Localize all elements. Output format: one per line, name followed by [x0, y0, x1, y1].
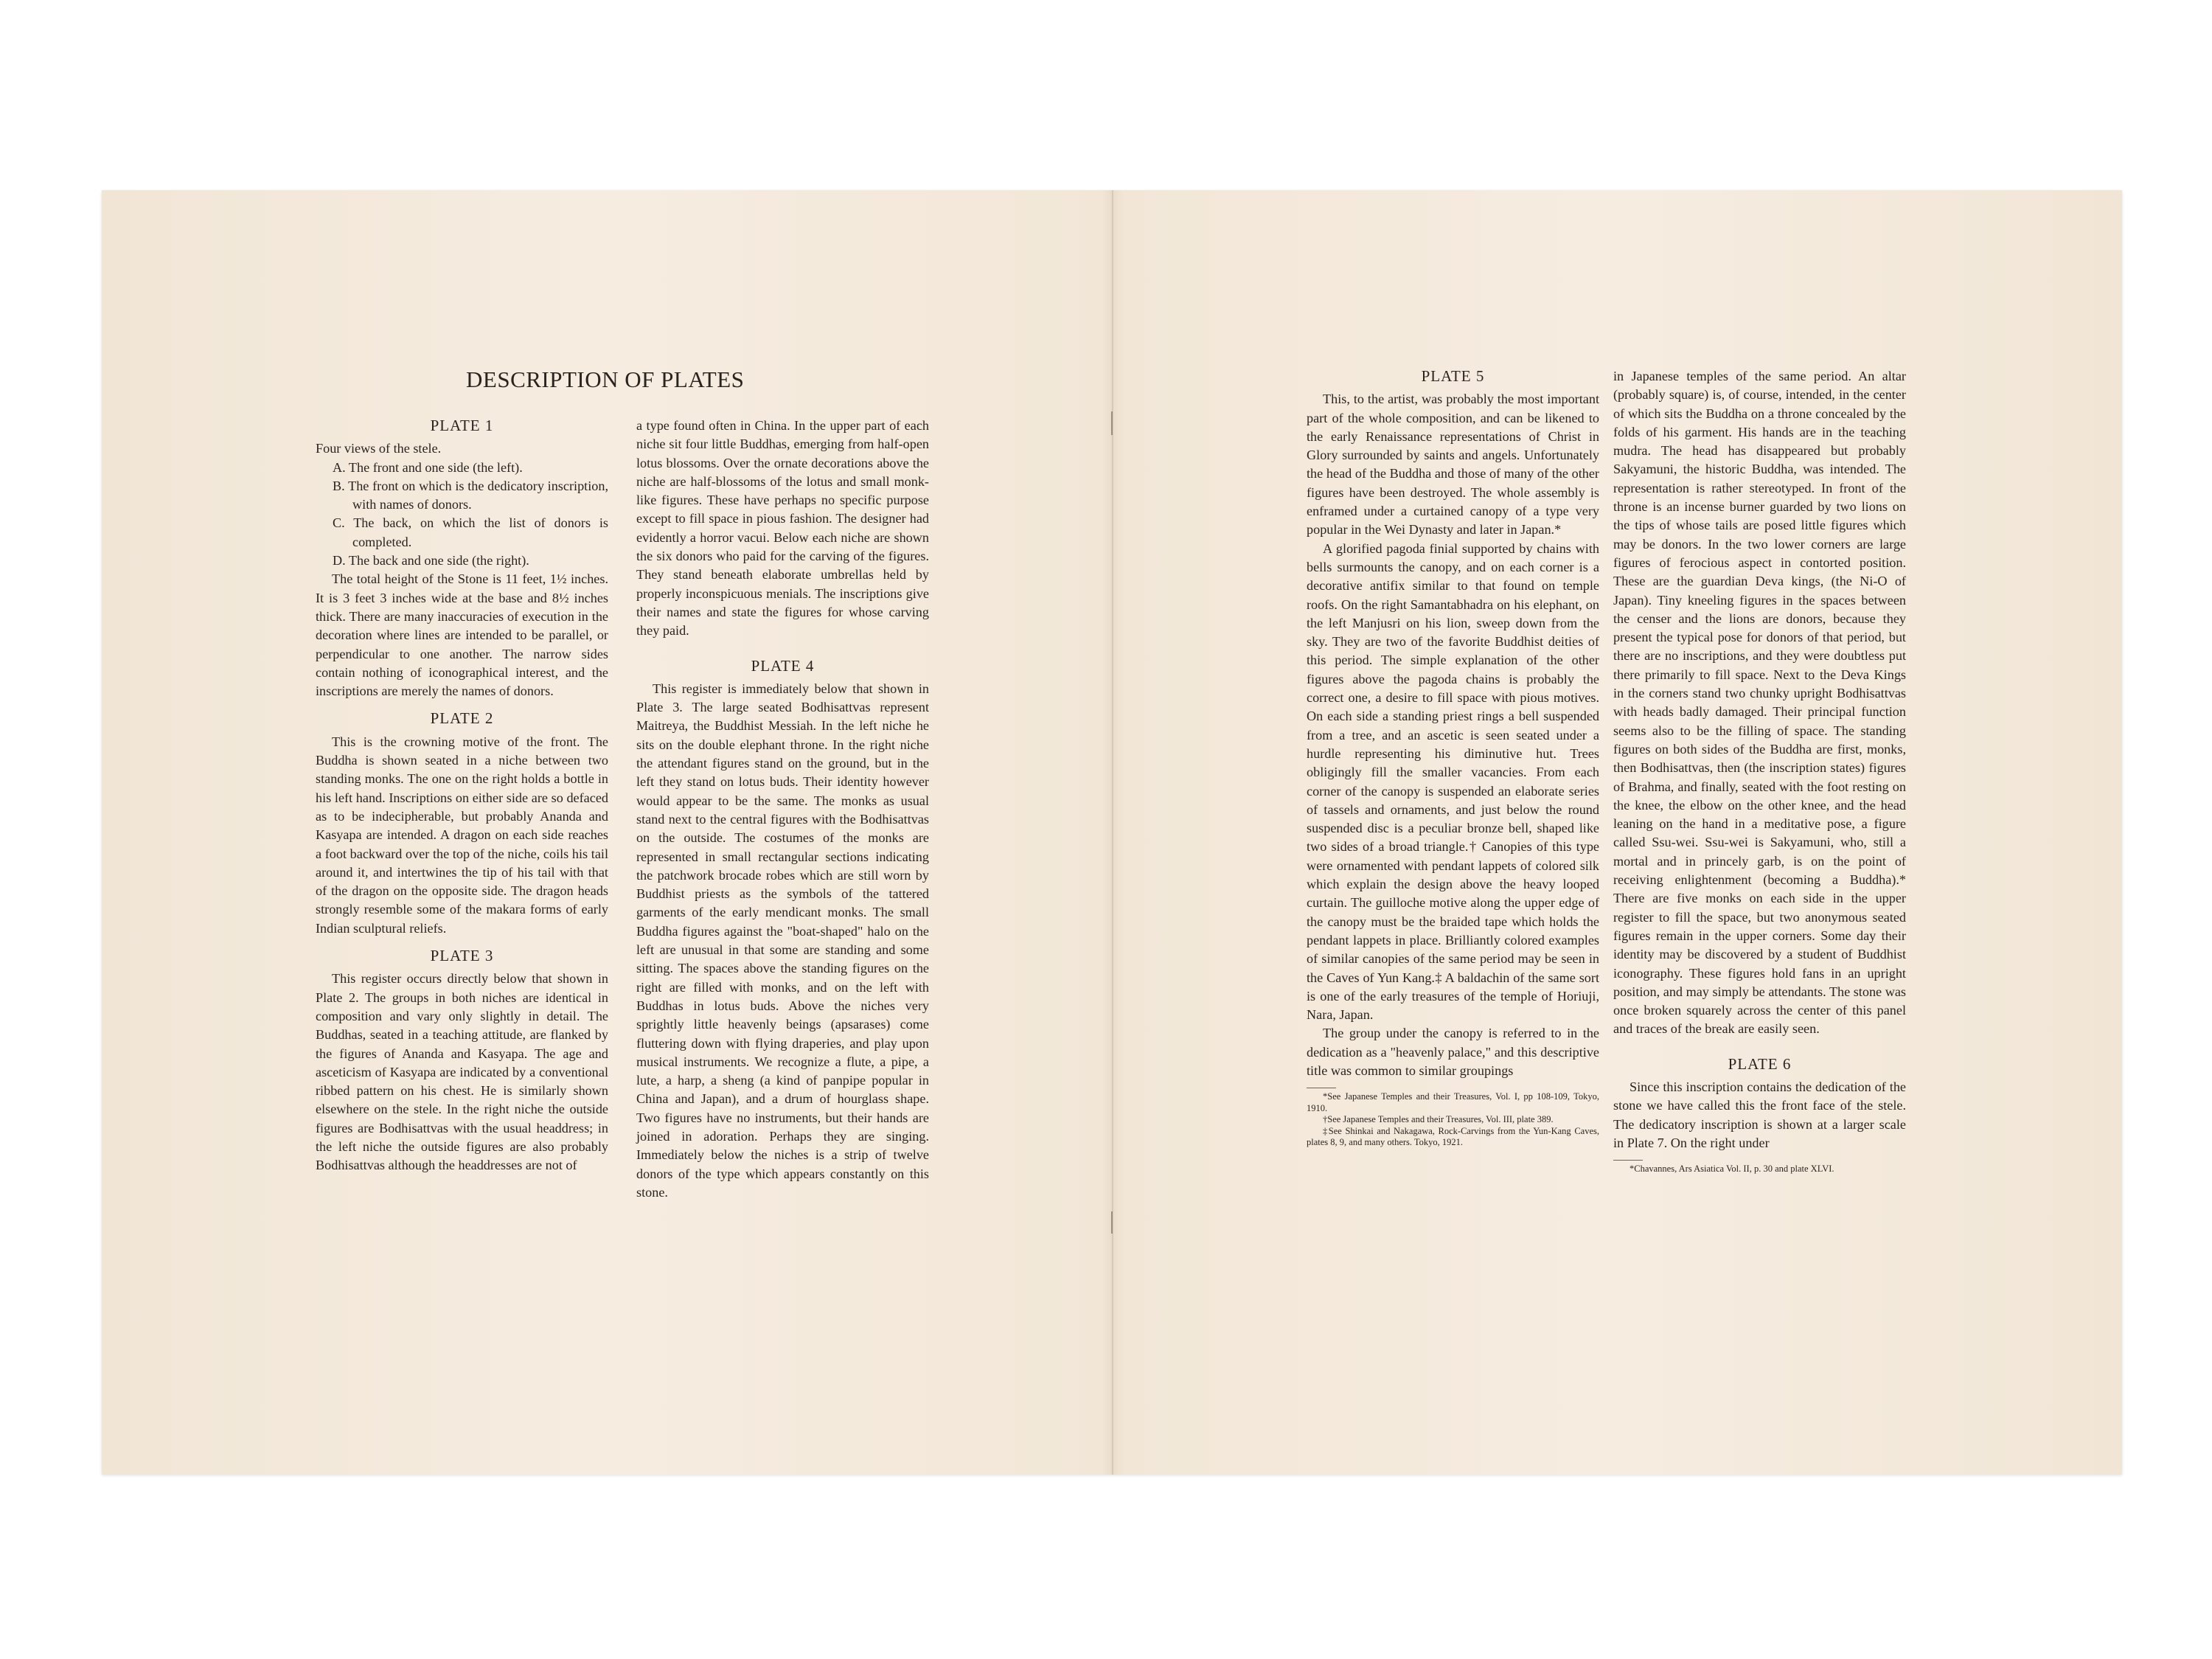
plate-3-body: This register occurs directly below that shown in Plate 2. The groups in both niches are identical in composition and vary only slightly in detail. The Buddhas, seated in a teaching attitude, are flanked by the figures of Ananda and Kasyapa. The age and asceticism of Kasyapa are indicated by a conventional ribbed pattern on his chest. He is similarly shown elsewhere on the stele. In the right niche the outside figures are Bodhisattvas with the usual headdress; in the left niche the outside figures are also probably Bodhisattvas although the headdresses are not of: [316, 971, 608, 1173]
left-page-column-2: [636, 417, 929, 1202]
left-page-column-1: [316, 417, 608, 1175]
page-heading: DESCRIPTION OF PLATES: [466, 366, 745, 392]
plate-4-body: This register is immediately below that shown in Plate 3. The large seated Bodhisattvas represent Maitreya, the Buddhist Messiah. In the left niche he sits on the double elephant throne. In the right niche the attendant figures stand on the ground, but in the left they stand on lotus buds. Their identity however would appear to be the same. The monks as usual stand next to the central figures with the Bodhisattvas on the outside. The costumes of the monks are represented in small rectangular sections indicating the patchwork brocade robes which are still worn by Buddhist priests as the symbols of the tattered garments of the early mendicant monks. The small Buddha figures against the "boat-shaped" halo on the left are unusual in that some are standing and some sitting. The spaces above the standing figures on the right are filled with monks, and on the left with Buddhas in lotus buds. Above the niches very sprightly little heavenly beings (apsarases) come fluttering down with flying draperies, and play upon musical instruments. We recognize a flute, a pipe, a lute, a harp, a sheng (a kind of panpipe popular in China and Japan), and a drum of hourglass shape. Two figures have no instruments, but their hands are joined in adoration. Perhaps they are singing. Immediately below the niches is a strip of twelve donors of the type which appears constantly on this stone.: [636, 681, 929, 1200]
plate-5-paragraph-2: A glorified pagoda finial supported by chains with bells surmounts the canopy, and on each corner is a decorative antifix similar to that found on temple roofs. On the right Samantabhadra on his elephant, on the left Manjusri on his lion, sweep down from the sky. They are two of the favorite Buddhist deities of this period. The simple explanation of the other figures above the pagoda chains is probably the correct one, a desire to fill space with pious motives. On each side a standing priest rings a bell suspended from a tree, and an ascetic is seen seated under a hurdle representing his diminutive hut. Trees obligingly fill the smaller vacancies. From each corner of the canopy is suspended an elaborate series of tassels and ornaments, and just below the round suspended disc is a peculiar bronze bell, shaped like two sides of a broad triangle.† Canopies of this type were ornamented with pendant lappets of colored silk which explain the design above the heavy looped curtain. The guilloche motive along the upper edge of the canopy must be the braided tape which holds the pendant lappets in place. Brilliantly colored examples of similar canopies of the same period may be seen in the Caves of Yun Kang.‡ A baldachin of the same sort is one of the early treasures of the temple of Horiuji, Nara, Japan.: [1307, 540, 1599, 1023]
plate-5-paragraph-3: The group under the canopy is referred to in the dedication as a "heavenly palace," and this descriptive title was common to similar groupings: [1307, 1026, 1599, 1078]
plate-2-body: This is the crowning motive of the front. The Buddha is shown seated in a niche between two standing monks. The one on the right holds a bottle in his left hand. Inscriptions on either side are so defaced as to be indecipherable, but probably Ananda and Kasyapa are intended. A dragon on each side reaches a foot backward over the top of the niche, coils his tail around it, and intertwines the tip of his tail with that of the dragon on the opposite side. The dragon heads strongly resemble some of the makara forms of early Indian sculptural reliefs.: [316, 734, 608, 936]
plate-6-body: Since this inscription contains the dedication of the stone we have called this the front face of the stele. The dedicatory inscription is shown at a larger scale in Plate 7. On the right under: [1613, 1079, 1906, 1150]
right-page-column-1: [1307, 367, 1599, 1149]
plate-6-heading: PLATE 6: [1728, 1054, 1792, 1073]
plate-1-intro: Four views of the stele.: [316, 441, 442, 456]
footnote: †See Japanese Temples and their Treasures, Vol. III, plate 389.: [1323, 1114, 1554, 1125]
plate-1-item-b: B. The front on which is the dedicatory inscription, with names of donors.: [333, 478, 608, 512]
plate-2-heading: PLATE 2: [430, 709, 494, 728]
binding-stitch: [1111, 1211, 1113, 1234]
footnote: *Chavannes, Ars Asiatica Vol. II, p. 30 and plate XLVI.: [1630, 1164, 1834, 1175]
plate-4-heading: PLATE 4: [751, 656, 815, 675]
right-page-column-2: [1613, 367, 1906, 1175]
footnote: *See Japanese Temples and their Treasures, Vol. I, pp 108-109, Tokyo, 1910.: [1307, 1091, 1599, 1113]
plate-5-heading: PLATE 5: [1421, 367, 1485, 385]
plate-3-continued: a type found often in China. In the upper part of each niche sit four little Buddhas, emerging from half-open lotus blossoms. Over the ornate decorations above the niche are half-blossoms of the lotus and small monk-like figures. These have perhaps no specific purpose except to fill space in pious fashion. The designer had evidently a horror vacui. Below each niche are shown the six donors who paid for the carving of the figures. They stand beneath elaborate umbrellas held by properly inconspicuous menials. The inscriptions give their names and state the figures for whose carving they paid.: [636, 418, 929, 639]
plate-1-body: The total height of the Stone is 11 feet, 1½ inches. It is 3 feet 3 inches wide at the base and 8½ inches thick. There are many inaccuracies of execution in the decoration where lines are intended to be parallel, or perpendicular to one another. The narrow sides contain nothing of iconographical interest, and the inscriptions are merely the names of donors.: [316, 571, 608, 699]
binding-stitch: [1111, 411, 1113, 435]
plate-3-heading: PLATE 3: [430, 947, 494, 965]
footnote-rule: [1613, 1160, 1643, 1161]
gutter: [1112, 190, 1113, 1475]
plate-5-paragraph-1: This, to the artist, was probably the most important part of the whole composition, and can be likened to the early Renaissance representations of Christ in Glory surrounded by saints and angels. Unfortunately the head of the Buddha and those of many of the other figures have been destroyed. The whole assembly is enframed under a curtained canopy of a type very popular in the Wei Dynasty and later in Japan.*: [1307, 392, 1599, 538]
footnote: ‡See Shinkai and Nakagawa, Rock-Carvings from the Yun-Kang Caves, plates 8, 9, and many others. Tokyo, 1921.: [1307, 1125, 1599, 1148]
plate-1-item-d: D. The back and one side (the right).: [333, 553, 529, 568]
plate-1-item-a: A. The front and one side (the left).: [333, 459, 523, 475]
plate-5-continued: in Japanese temples of the same period. An altar (probably square) is, of course, intended, in the center of which sits the Buddha on a throne concealed by the folds of his garment. His hands are in the teaching mudra. The head has disappeared but probably Sakyamuni, the historic Buddha, was intended. The representation is rather stereotyped. In front of the throne is an incense burner guarded by two lions on the tips of whose tails are posed little figures which may be donors. In the two lower corners are large figures of ferocious aspect in contorted position. These are the guardian Deva kings, (the Ni-O of Japan). Tiny kneeling figures in the spaces between the censer and the lions are donors, because they present the typical pose for donors of that period, but there are no inscriptions, and they were doubtless put there primarily to fill space. Next to the Deva Kings in the corners stand two chunky upright Bodhisattvas with heads badly damaged. Their principal function seems also to be the filling of space. The standing figures on both sides of the Buddha are first, monks, then Bodhisattvas, then (the inscription states) figures of Brahma, and finally, seated with the foot resting on the knee, the elbow on the other knee, and the head leaning on the hand in a meditative pose, a figure called Ssu-wei. Ssu-wei is Sakyamuni, who, still a mortal and in princely garb, is on the point of receiving enlightenment (becoming a Buddha).* There are five monks on each side in the upper register to fill the space, but two anonymous seated figures remain in the upper corners. Some day their identity may be discovered by a student of Buddhist iconography. These figures hold fans in an upright position, and may simply be attendants. The stone was once broken squarely across the center of this panel and traces of the break are easily seen.: [1613, 369, 1906, 1037]
plate-1-heading: PLATE 1: [430, 417, 494, 434]
plate-1-item-c: C. The back, on which the list of donors is completed.: [333, 515, 608, 549]
